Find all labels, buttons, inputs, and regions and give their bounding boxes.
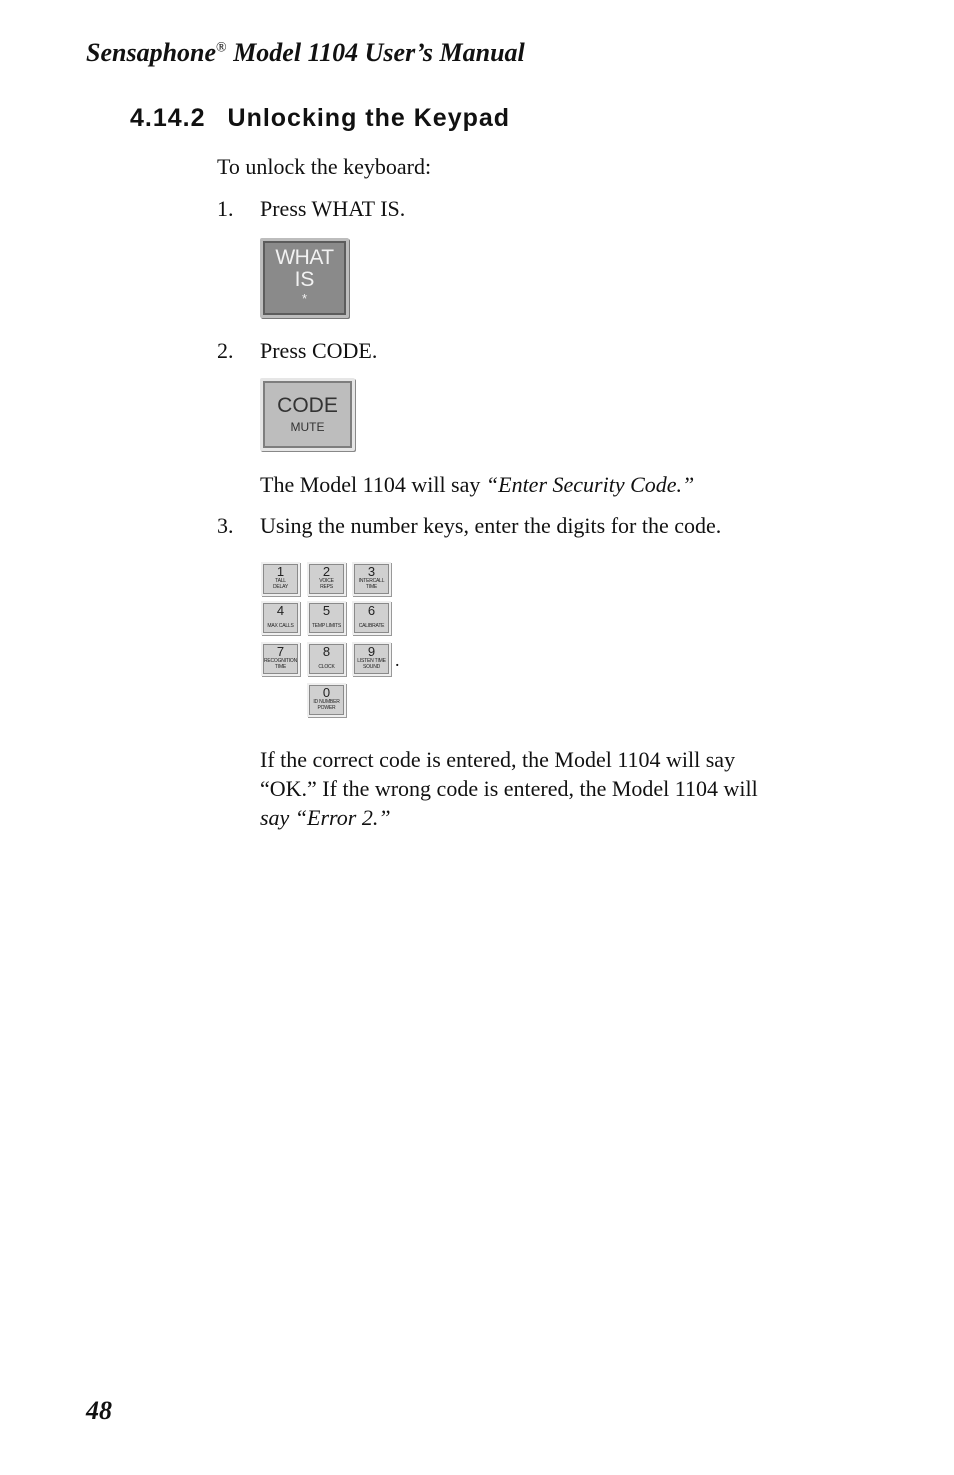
key-digit: 7 — [276, 644, 285, 659]
key-sublabel: TIME — [365, 584, 378, 590]
key-sublabel: VOICE — [319, 578, 334, 584]
key-sublabel: ID NUMBER — [313, 699, 340, 705]
section-title: Unlocking the Keypad — [227, 104, 511, 132]
enter-code-quote: “Enter Security Code.” — [485, 472, 695, 497]
key-sublabel: RECOGNITION — [263, 658, 298, 664]
keypad-key-6 — [352, 601, 391, 635]
step-1-text: Press WHAT IS. — [260, 196, 406, 221]
key-sublabel: MAX CALLS — [267, 623, 294, 629]
keypad-key-7 — [261, 642, 300, 676]
intro-text: To unlock the keyboard: — [217, 154, 432, 179]
keypad-key-5 — [307, 601, 346, 635]
step-3-number: 3. — [217, 513, 234, 538]
key-digit: 2 — [322, 564, 331, 579]
enter-code-note — [260, 470, 694, 499]
step-3-text: Using the number keys, enter the digits for the code. — [260, 513, 722, 538]
key-sublabel: CLOCK — [318, 664, 335, 670]
section-number: 4.14.2 — [130, 104, 206, 132]
what-is-key-line1: WHAT — [275, 246, 334, 269]
keypad-key-8 — [307, 642, 346, 676]
brand-name: Sensaphone — [86, 38, 217, 67]
registered-mark: ® — [216, 40, 227, 56]
section-heading — [130, 104, 510, 133]
key-sublabel: TALL — [275, 578, 286, 584]
key-sublabel: INTERCALL — [358, 578, 385, 584]
key-digit: 1 — [276, 564, 285, 579]
code-key-image — [260, 378, 355, 451]
keypad-key-9 — [352, 642, 391, 676]
key-sublabel: TIME — [274, 664, 287, 670]
keypad-key-4 — [261, 601, 300, 635]
key-digit: 9 — [367, 644, 376, 659]
key-digit: 8 — [322, 644, 331, 659]
key-digit: 6 — [367, 603, 376, 618]
keypad-key-2 — [307, 562, 346, 596]
what-is-key-line2: IS — [294, 268, 315, 291]
keypad-key-0 — [307, 683, 346, 717]
step-1-number: 1. — [217, 196, 234, 221]
what-is-key-star: * — [301, 291, 308, 306]
manual-title: Model 1104 User’s Manual — [226, 38, 525, 67]
keypad-key-3 — [352, 562, 391, 596]
key-digit: 5 — [322, 603, 331, 618]
keypad-key-1 — [261, 562, 300, 596]
step-2-text: Press CODE. — [260, 338, 378, 363]
key-sublabel: LISTEN TIME — [357, 658, 386, 664]
key-sublabel: DELAY — [272, 584, 289, 590]
code-key-line2: MUTE — [290, 420, 325, 434]
what-is-key-image — [260, 238, 349, 318]
enter-code-prefix: The Model 1104 will say — [260, 472, 486, 497]
page-number: 48 — [86, 1396, 112, 1425]
key-sublabel: CALIBRATE — [358, 623, 385, 629]
code-key-line1: CODE — [277, 394, 338, 417]
key-sublabel: SOUND — [362, 664, 381, 670]
step-2-number: 2. — [217, 338, 234, 363]
result-note-line-2: “OK.” If the wrong code is entered, the Model 1104 will — [260, 776, 758, 801]
running-head — [86, 38, 525, 68]
key-digit: 4 — [276, 603, 285, 618]
result-note-line-3: say “Error 2.” — [260, 805, 391, 830]
keypad-trailing-period: . — [395, 650, 400, 670]
key-sublabel: REPS — [320, 584, 333, 590]
result-note — [260, 745, 840, 832]
key-sublabel: TEMP LIMITS — [311, 623, 342, 629]
result-note-line-1: If the correct code is entered, the Model 1104 will say — [260, 747, 736, 772]
key-sublabel: POWER — [317, 705, 336, 711]
key-digit: 0 — [322, 685, 331, 700]
key-digit: 3 — [367, 564, 376, 579]
